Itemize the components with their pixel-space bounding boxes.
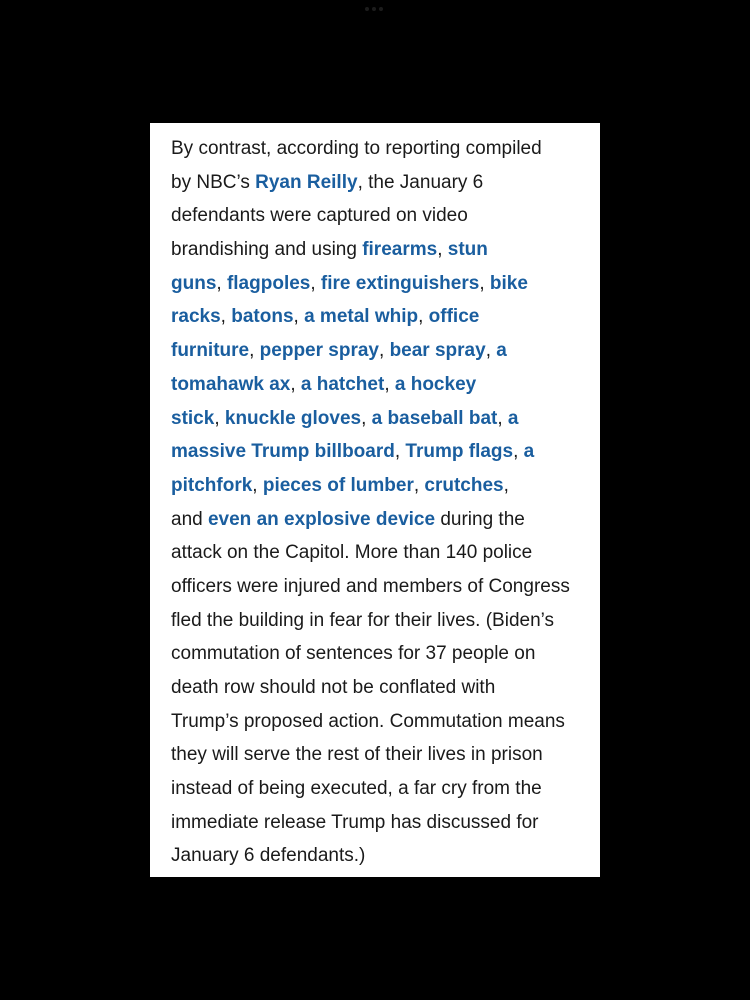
article-link[interactable]: guns (171, 272, 217, 294)
text-segment: by NBC’s (171, 171, 256, 193)
article-link[interactable]: knuckle gloves (224, 407, 362, 429)
text-line (171, 300, 570, 334)
text-segment: , the January 6 (357, 171, 484, 193)
article-link[interactable]: bike (489, 272, 528, 294)
text-line (171, 166, 570, 200)
text-line (171, 267, 570, 301)
text-segment: attack on the Capitol. More than 140 police (171, 542, 533, 564)
article-link[interactable]: fire extinguishers (320, 272, 480, 294)
text-line (171, 132, 570, 166)
article-link[interactable]: firearms (362, 239, 438, 261)
text-segment: instead of being executed, a far cry from the (171, 778, 542, 800)
text-line (171, 738, 570, 772)
text-line (171, 806, 570, 840)
text-segment: , (418, 306, 429, 328)
text-line (171, 604, 570, 638)
text-segment: commutation of sentences for 37 people on (171, 643, 536, 665)
text-segment: , (384, 373, 395, 395)
article-link[interactable]: racks (171, 306, 221, 328)
article-link[interactable]: pieces of lumber (262, 474, 414, 496)
text-segment: , (214, 407, 225, 429)
text-line (171, 199, 570, 233)
text-segment: , (437, 239, 448, 261)
text-segment: By contrast, according to reporting compiled (171, 138, 542, 159)
article-link[interactable]: crutches (424, 474, 504, 496)
text-line (171, 671, 570, 705)
article-link[interactable]: a hockey (394, 373, 477, 395)
article-link[interactable]: a metal whip (304, 306, 419, 328)
text-segment: , (361, 407, 372, 429)
article-link[interactable]: bear spray (389, 340, 486, 362)
article-card (150, 123, 600, 877)
text-segment: , (497, 407, 508, 429)
text-segment: immediate release Trump has discussed for (171, 811, 539, 833)
text-line (171, 637, 570, 671)
text-segment: January 6 defendants.) (171, 845, 366, 867)
text-segment: Trump’s proposed action. Commutation means (171, 710, 565, 732)
article-link[interactable]: a hatchet (300, 373, 385, 395)
article-link[interactable]: a (523, 441, 535, 463)
text-segment: , (252, 474, 263, 496)
text-segment: , (290, 373, 301, 395)
more-options-icon[interactable] (365, 7, 383, 11)
text-line (171, 402, 570, 436)
text-segment: , (249, 340, 260, 362)
text-segment: defendants were captured on video (171, 205, 468, 227)
article-link[interactable]: furniture (171, 340, 250, 362)
text-line (171, 368, 570, 402)
text-line (171, 435, 570, 469)
text-segment: , (379, 340, 390, 362)
text-segment: and (171, 508, 208, 530)
text-segment: death row should not be conflated with (171, 677, 496, 698)
text-line (171, 503, 570, 537)
text-segment: , (503, 474, 509, 496)
text-line (171, 705, 570, 739)
text-segment: brandishing and using (171, 239, 363, 261)
text-line (171, 233, 570, 267)
article-paragraph (171, 132, 570, 873)
text-segment: , (485, 340, 497, 362)
article-link[interactable]: pepper spray (259, 340, 379, 362)
article-link[interactable]: batons (231, 306, 294, 328)
article-link[interactable]: a (496, 340, 507, 362)
text-segment: , (513, 441, 524, 463)
text-line (171, 469, 570, 503)
text-segment: , (216, 272, 227, 294)
article-link[interactable]: massive Trump billboard (171, 441, 395, 463)
text-segment: , (293, 306, 305, 328)
text-segment: , (394, 441, 406, 463)
text-segment: during the (435, 508, 525, 530)
text-segment: they will serve the rest of their lives in prison (171, 744, 543, 766)
text-segment: officers were injured and members of Congress (171, 575, 570, 597)
text-segment: , (479, 272, 490, 294)
text-line (171, 772, 570, 806)
text-segment: , (310, 272, 321, 294)
article-link[interactable]: office (428, 306, 480, 328)
article-link[interactable]: tomahawk ax (171, 373, 291, 395)
article-link[interactable]: Ryan Reilly (255, 171, 358, 193)
text-line (171, 536, 570, 570)
text-line (171, 839, 570, 873)
text-line (171, 570, 570, 604)
article-link[interactable]: even an explosive device (207, 508, 436, 530)
article-link[interactable]: a (507, 407, 519, 429)
text-segment: fled the building in fear for their lives. (Biden’s (171, 609, 555, 631)
text-segment: , (413, 474, 425, 496)
article-link[interactable]: flagpoles (226, 272, 311, 294)
article-link[interactable]: a baseball bat (371, 407, 498, 429)
article-link[interactable]: stun (447, 239, 488, 261)
article-link[interactable]: pitchfork (171, 474, 253, 496)
article-link[interactable]: stick (171, 407, 215, 429)
text-line (171, 334, 570, 368)
text-segment: , (220, 306, 232, 328)
article-link[interactable]: Trump flags (405, 441, 514, 463)
